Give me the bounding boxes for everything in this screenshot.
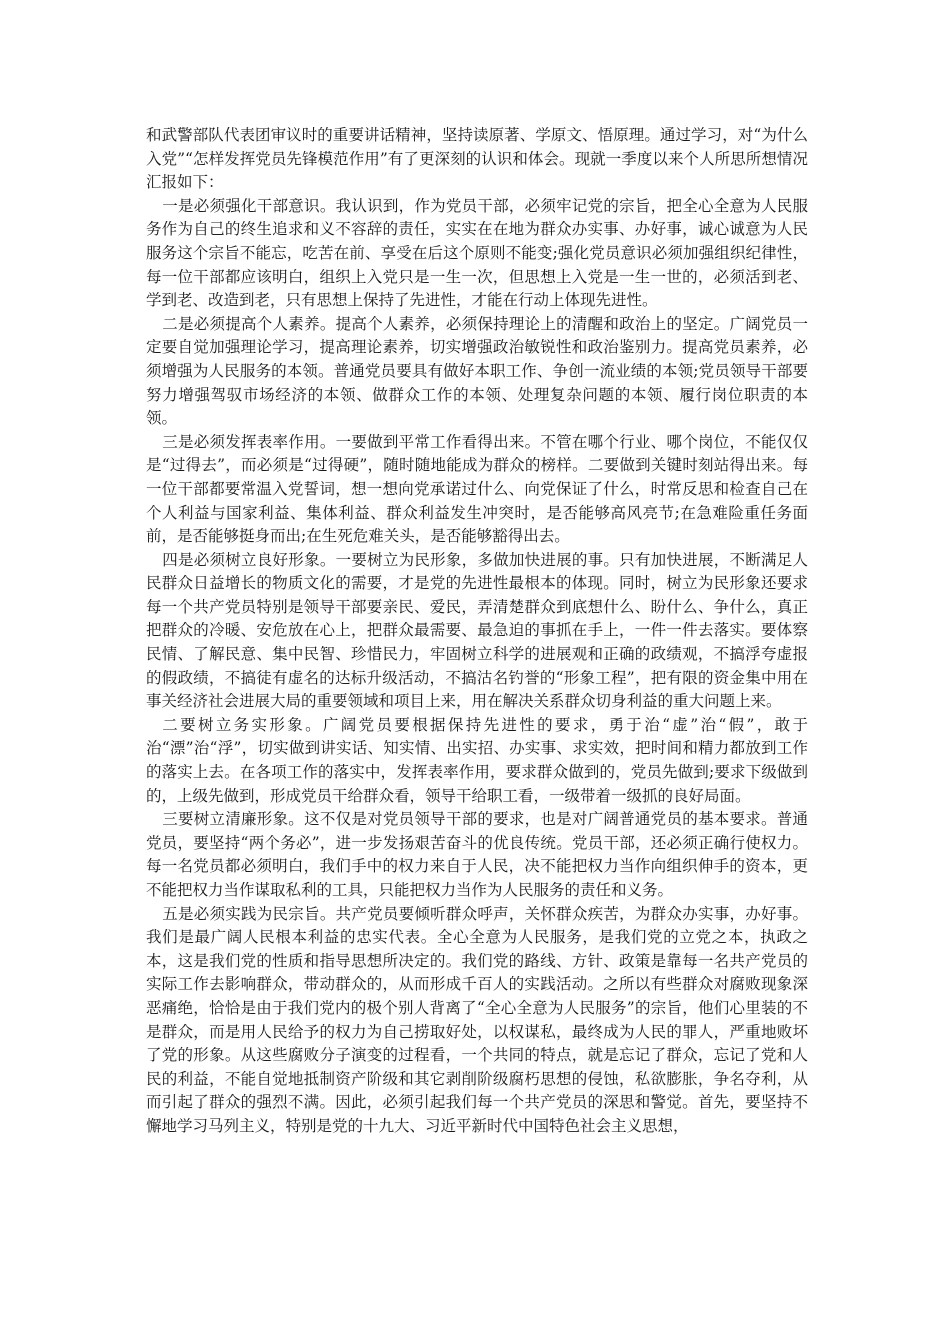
paragraph-point-three: 三是必须发挥表率作用。一要做到平常工作看得出来。不管在哪个行业、哪个岗位，不能仅仅是“过得去”，而必须是“过得硬”，随时随地能成为群众的榜样。二要做到关键时刻站得出来。每一位干部都要常温入党誓词，想一想向党承诺过什么、向党保证了什么，时常反思和检查自己在个人利益与国家利益、集体利益、群众利益发生冲突时，是否能够高风亮节;在急难险重任务面前，是否能够挺身而出;在生死危难关头，是否能够豁得出去。 — [146, 432, 808, 546]
document-page — [146, 124, 808, 1139]
paragraph-point-five: 五是必须实践为民宗旨。共产党员要倾听群众呼声，关怀群众疾苦，为群众办实事，办好事。我们是最广阔人民根本利益的忠实代表。全心全意为人民服务，是我们党的立党之本，执政之本，这是我们党的性质和指导思想所决定的。我们党的路线、方针、政策是靠每一名共产党员的实际工作去影响群众，带动群众的，从而形成千百人的实践活动。之所以有些群众对腐败现象深恶痛绝，恰恰是由于我们党内的极个别人背离了“全心全意为人民服务”的宗旨，他们心里装的不是群众，而是用人民给予的权力为自己捞取好处，以权谋私，最终成为人民的罪人，严重地败坏了党的形象。从这些腐败分子演变的过程看，一个共同的特点，就是忘记了群众，忘记了党和人民的利益，不能自觉地抵制资产阶级和其它剥削阶级腐朽思想的侵蚀，私欲膨胀，争名夺利，从而引起了群众的强烈不满。因此，必须引起我们每一个共产党员的深思和警觉。首先，要坚持不懈地学习马列主义，特别是党的十九大、习近平新时代中国特色社会主义思想， — [146, 904, 808, 1135]
paragraph-point-four-sub-two: 二要树立务实形象。广阔党员要根据保持先进性的要求，勇于治“虚”治“假”，敢于治“漂”治“浮”，切实做到讲实话、知实情、出实招、办实事、求实效，把时间和精力都放到工作的落实上去。在各项工作的落实中，发挥表率作用，要求群众做到的，党员先做到;要求下级做到的，上级先做到，形成党员干给群众看，领导干给职工看，一级带着一级抓的良好局面。 — [146, 715, 808, 805]
paragraph-intro-continued: 和武警部队代表团审议时的重要讲话精神，坚持读原著、学原文、悟原理。通过学习，对“为什么入党”“怎样发挥党员先锋模范作用”有了更深刻的认识和体会。现就一季度以来个人所思所想情况汇报如下： — [146, 126, 808, 192]
paragraph-point-one: 一是必须强化干部意识。我认识到，作为党员干部，必须牢记党的宗旨，把全心全意为人民服务作为自己的终生追求和义不容辞的责任，实实在在地为群众办实事、办好事，诚心诚意为人民服务这个宗旨不能忘，吃苦在前、享受在后这个原则不能变;强化党员意识必须加强组织纪律性，每一位干部都应该明白，组织上入党只是一生一次，但思想上入党是一生一世的，必须活到老、学到老、改造到老，只有思想上保持了先进性，才能在行动上体现先进性。 — [146, 196, 808, 310]
paragraph-point-two: 二是必须提高个人素养。提高个人素养，必须保持理论上的清醒和政治上的坚定。广阔党员一定要自觉加强理论学习，提高理论素养，切实增强政治敏锐性和政治鉴别力。提高党员素养，必须增强为人民服务的本领。普通党员要具有做好本职工作、争创一流业绩的本领;党员领导干部要努力增强驾驭市场经济的本领、做群众工作的本领、处理复杂问题的本领、履行岗位职责的本领。 — [146, 314, 808, 428]
paragraph-point-four: 四是必须树立良好形象。一要树立为民形象，多做加快进展的事。只有加快进展，不断满足人民群众日益增长的物质文化的需要，才是党的先进性最根本的体现。同时，树立为民形象还要求每一个共产党员特别是领导干部要亲民、爱民，弄清楚群众到底想什么、盼什么、争什么，真正把群众的冷暖、安危放在心上，把群众最需要、最急迫的事抓在手上，一件一件去落实。要体察民情、了解民意、集中民智、珍惜民力，牢固树立科学的进展观和正确的政绩观，不搞浮夸虚报的假政绩，不搞徒有虚名的达标升级活动，不搞沽名钓誉的“形象工程”，把有限的资金集中用在事关经济社会进展大局的重要领域和项目上来，用在解决关系群众切身利益的重大问题上来。 — [146, 550, 808, 711]
paragraph-point-four-sub-three: 三要树立清廉形象。这不仅是对党员领导干部的要求，也是对广阔普通党员的基本要求。普通党员，要坚持“两个务必”，进一步发扬艰苦奋斗的优良传统。党员干部，还必须正确行使权力。每一名党员都必须明白，我们手中的权力来自于人民，决不能把权力当作向组织伸手的资本，更不能把权力当作谋取私利的工具，只能把权力当作为人民服务的责任和义务。 — [146, 810, 808, 899]
